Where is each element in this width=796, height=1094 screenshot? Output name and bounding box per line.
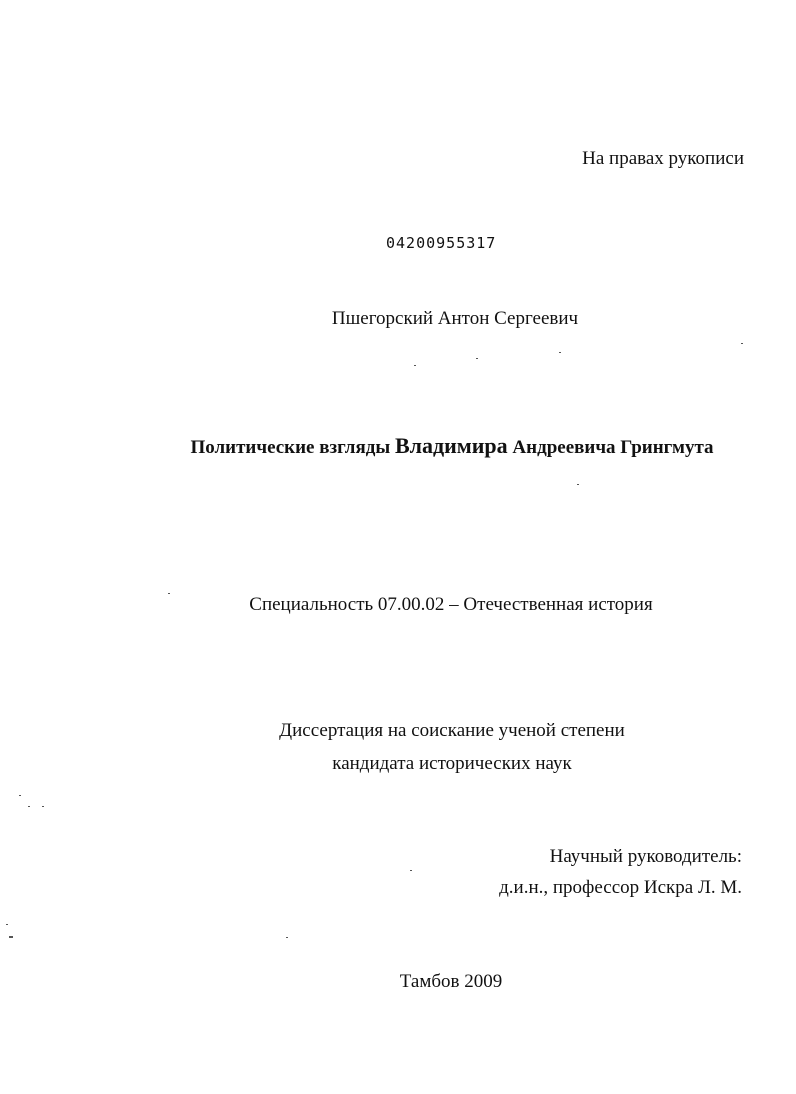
scan-speck: [410, 870, 412, 871]
scan-speck: [168, 593, 170, 594]
thesis-title-part1: Политические взгляды: [190, 437, 391, 458]
city-year: Тамбов 2009: [399, 971, 503, 992]
advisor-name: д.и.н., профессор Искра Л. М.: [499, 877, 742, 898]
scan-speck: [9, 936, 13, 938]
advisor-label: Научный руководитель:: [549, 846, 742, 867]
thesis-title: [0, 435, 796, 459]
degree-line-1: Диссертация на соискание ученой степени: [279, 720, 625, 741]
scan-speck: [19, 795, 21, 796]
scan-speck: [28, 806, 30, 807]
degree-line-2: кандидата исторических наук: [332, 753, 572, 774]
scan-speck: [414, 365, 416, 366]
scan-speck: [42, 806, 44, 807]
scan-speck: [6, 924, 8, 925]
scan-speck: [559, 352, 561, 353]
thesis-title-part2: Владимира: [394, 433, 508, 458]
author-name: Пшегорский Антон Сергеевич: [331, 308, 579, 329]
scan-speck: [741, 343, 743, 344]
manuscript-note: На правах рукописи: [582, 148, 744, 169]
scan-speck: [476, 358, 478, 359]
scan-speck: [577, 484, 579, 485]
specialty: Специальность 07.00.02 – Отечественная история: [249, 594, 653, 615]
scan-speck: [286, 937, 288, 938]
archive-number: 04200955317: [386, 234, 497, 252]
thesis-title-part3: Андреевича Грингмута: [512, 437, 714, 458]
